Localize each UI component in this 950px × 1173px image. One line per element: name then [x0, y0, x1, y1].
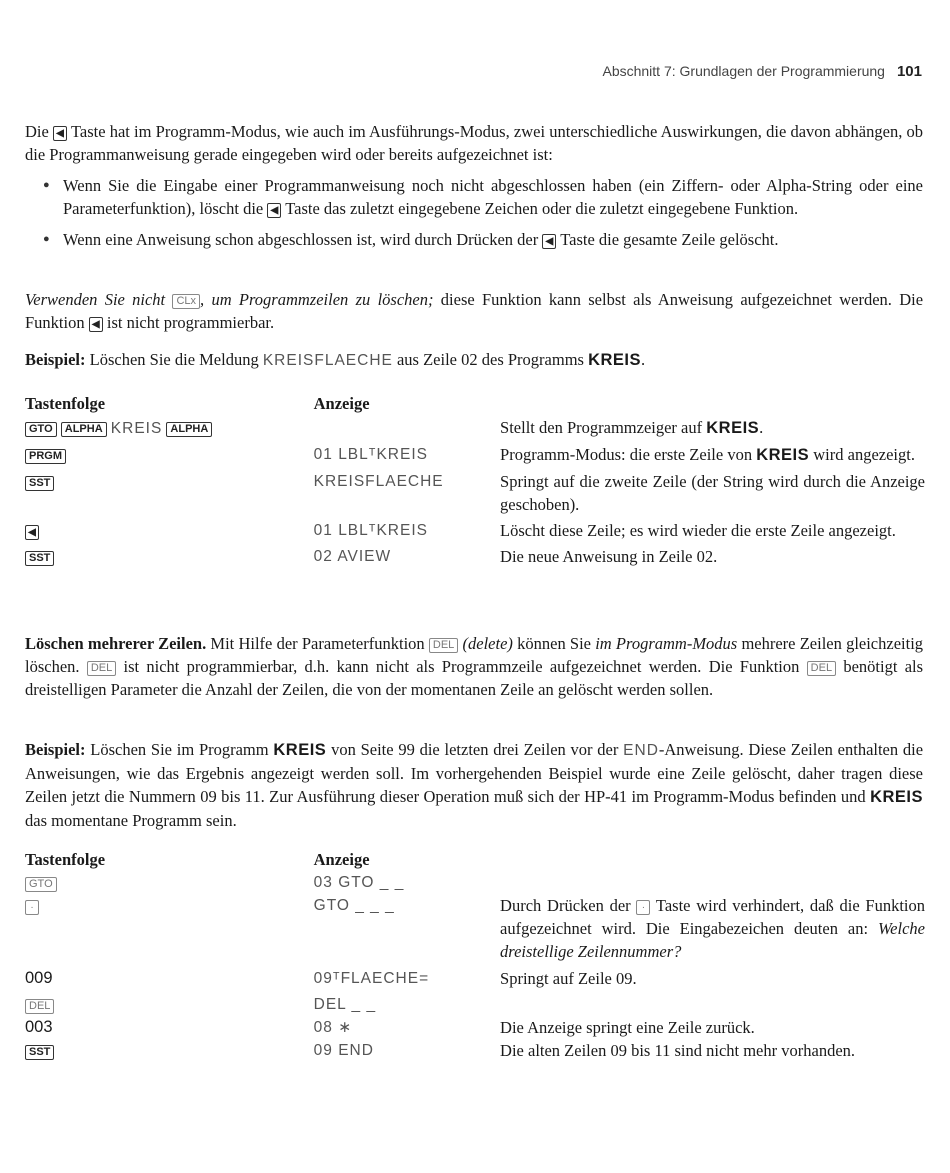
table-row: SST 02 AVIEW Die neue Anweisung in Zeile 02. — [25, 545, 925, 568]
key-clx: CLx — [172, 294, 200, 309]
table-row: GTO 03 GTO _ _ — [25, 871, 925, 894]
table-row: · GTO _ _ _ Durch Drücken der · Taste wird verhindert, daß die Funktion aufgezeichnet wird. Die Eingabezeichen deuten an: Welche dreistellige Zeilennummer? — [25, 894, 925, 967]
table-row: PRGM 01 LBLᵀKREIS Programm-Modus: die erste Zeile von KREIS wird angezeigt. — [25, 443, 925, 470]
key-sst: SST — [25, 551, 54, 566]
table-row: 003 08 ∗ Die Anzeige springt eine Zeile zurück. — [25, 1018, 755, 1037]
section-title: Abschnitt 7: Grundlagen der Programmierung — [602, 63, 885, 79]
page-number: 101 — [896, 63, 922, 80]
intro-paragraph: Die ◀ Taste hat im Programm-Modus, wie auch im Ausführungs-Modus, zwei unterschiedliche Auswirkungen, die davon abhängen, ob die Programmanweisung gerade eingegeben wird oder bereits aufgezeichnet ist: — [25, 122, 924, 164]
table-row: GTO ALPHA KREIS ALPHA Stellt den Programmzeiger auf KREIS. — [25, 416, 925, 443]
key-alpha: ALPHA — [166, 422, 212, 437]
keystroke-table-2 — [25, 847, 925, 1062]
key-prgm: PRGM — [25, 449, 66, 464]
back-arrow-key-icon: ◀ — [53, 126, 67, 141]
multi-delete-paragraph: Löschen mehrerer Zeilen. Mit Hilfe der Parameterfunktion DEL (delete) können Sie im Programm-Modus mehrere Zeilen gleichzeitig löschen. DEL ist nicht programmierbar, d.h. kann nicht als Programmzeile aufgezeichnet werden. Die Funktion DEL benötigt als dreistelligen Parameter die Anzahl der Zeilen, die von der momentanen Zeile an gelöscht werden sollen. — [25, 634, 924, 699]
decimal-point-key-icon: · — [25, 900, 39, 915]
bullet-list — [25, 174, 923, 259]
key-alpha: ALPHA — [61, 422, 107, 437]
page-header — [602, 60, 922, 83]
column-header: Anzeige — [313, 849, 370, 869]
decimal-point-key-icon: · — [636, 900, 650, 915]
key-del: DEL — [87, 661, 116, 676]
back-arrow-key-icon: ◀ — [267, 203, 281, 218]
key-del: DEL — [25, 999, 54, 1014]
key-sst: SST — [25, 1045, 54, 1060]
table-row: 009 09ᵀFLAECHE= Springt auf Zeile 09. — [25, 969, 637, 988]
list-item: ● Wenn Sie die Eingabe einer Programmanweisung noch nicht abgeschlossen haben (ein Ziffern- oder Alpha-String oder eine Parameterfunktion), löscht die ◀ Taste das zuletzt eingegebene Zeichen oder die zuletzt eingegebene Funktion. — [25, 174, 923, 220]
example-2-paragraph: Beispiel: Löschen Sie im Programm KREIS von Seite 99 die letzten drei Zeilen vor der END-Anweisung. Diese Zeilen enthalten die Anweisungen, wie das Ergebnis angezeigt werden soll. Im vorhergehenden Beispiel wurde eine Zeile gelöscht, daher tragen diese Zeilen jetzt die Nummern 09 bis 11. Zur Ausführung dieser Operation muß sich der HP-41 im Programm-Modus befinden und KREIS das momentane Programm sein. — [25, 740, 924, 830]
key-gto: GTO — [25, 877, 57, 892]
key-gto: GTO — [25, 422, 57, 437]
back-arrow-key-icon: ◀ — [89, 317, 103, 332]
key-del: DEL — [807, 661, 836, 676]
key-del: DEL — [429, 638, 458, 653]
column-header: Tastenfolge — [25, 393, 106, 413]
table-row: SST 09 END Die alten Zeilen 09 bis 11 sind nicht mehr vorhanden. — [25, 1039, 925, 1062]
warning-paragraph: Verwenden Sie nicht CLx , um Programmzeilen zu löschen; diese Funktion kann selbst als Anweisung aufgezeichnet werden. Die Funktion ◀ ist nicht programmierbar. — [25, 290, 924, 332]
keystroke-table-1 — [25, 390, 925, 568]
list-item: ● Wenn eine Anweisung schon abgeschlossen ist, wird durch Drücken der ◀ Taste die gesamte Zeile gelöscht. — [25, 228, 923, 251]
table-row: DEL DEL _ _ — [25, 993, 925, 1016]
key-sst: SST — [25, 476, 54, 491]
back-arrow-key-icon: ◀ — [542, 234, 556, 249]
example-1-paragraph: Beispiel: Löschen Sie die Meldung KREISFLAECHE aus Zeile 02 des Programms KREIS. — [25, 350, 646, 369]
column-header: Tastenfolge — [25, 849, 106, 869]
back-arrow-key-icon: ◀ — [25, 525, 39, 540]
column-header: Anzeige — [313, 393, 370, 413]
table-row: SST KREISFLAECHE Springt auf die zweite Zeile (der String wird durch die Anzeige geschoben). — [25, 470, 925, 519]
table-row: ◀ 01 LBLᵀKREIS Löscht diese Zeile; es wird wieder die erste Zeile angezeigt. — [25, 519, 925, 545]
